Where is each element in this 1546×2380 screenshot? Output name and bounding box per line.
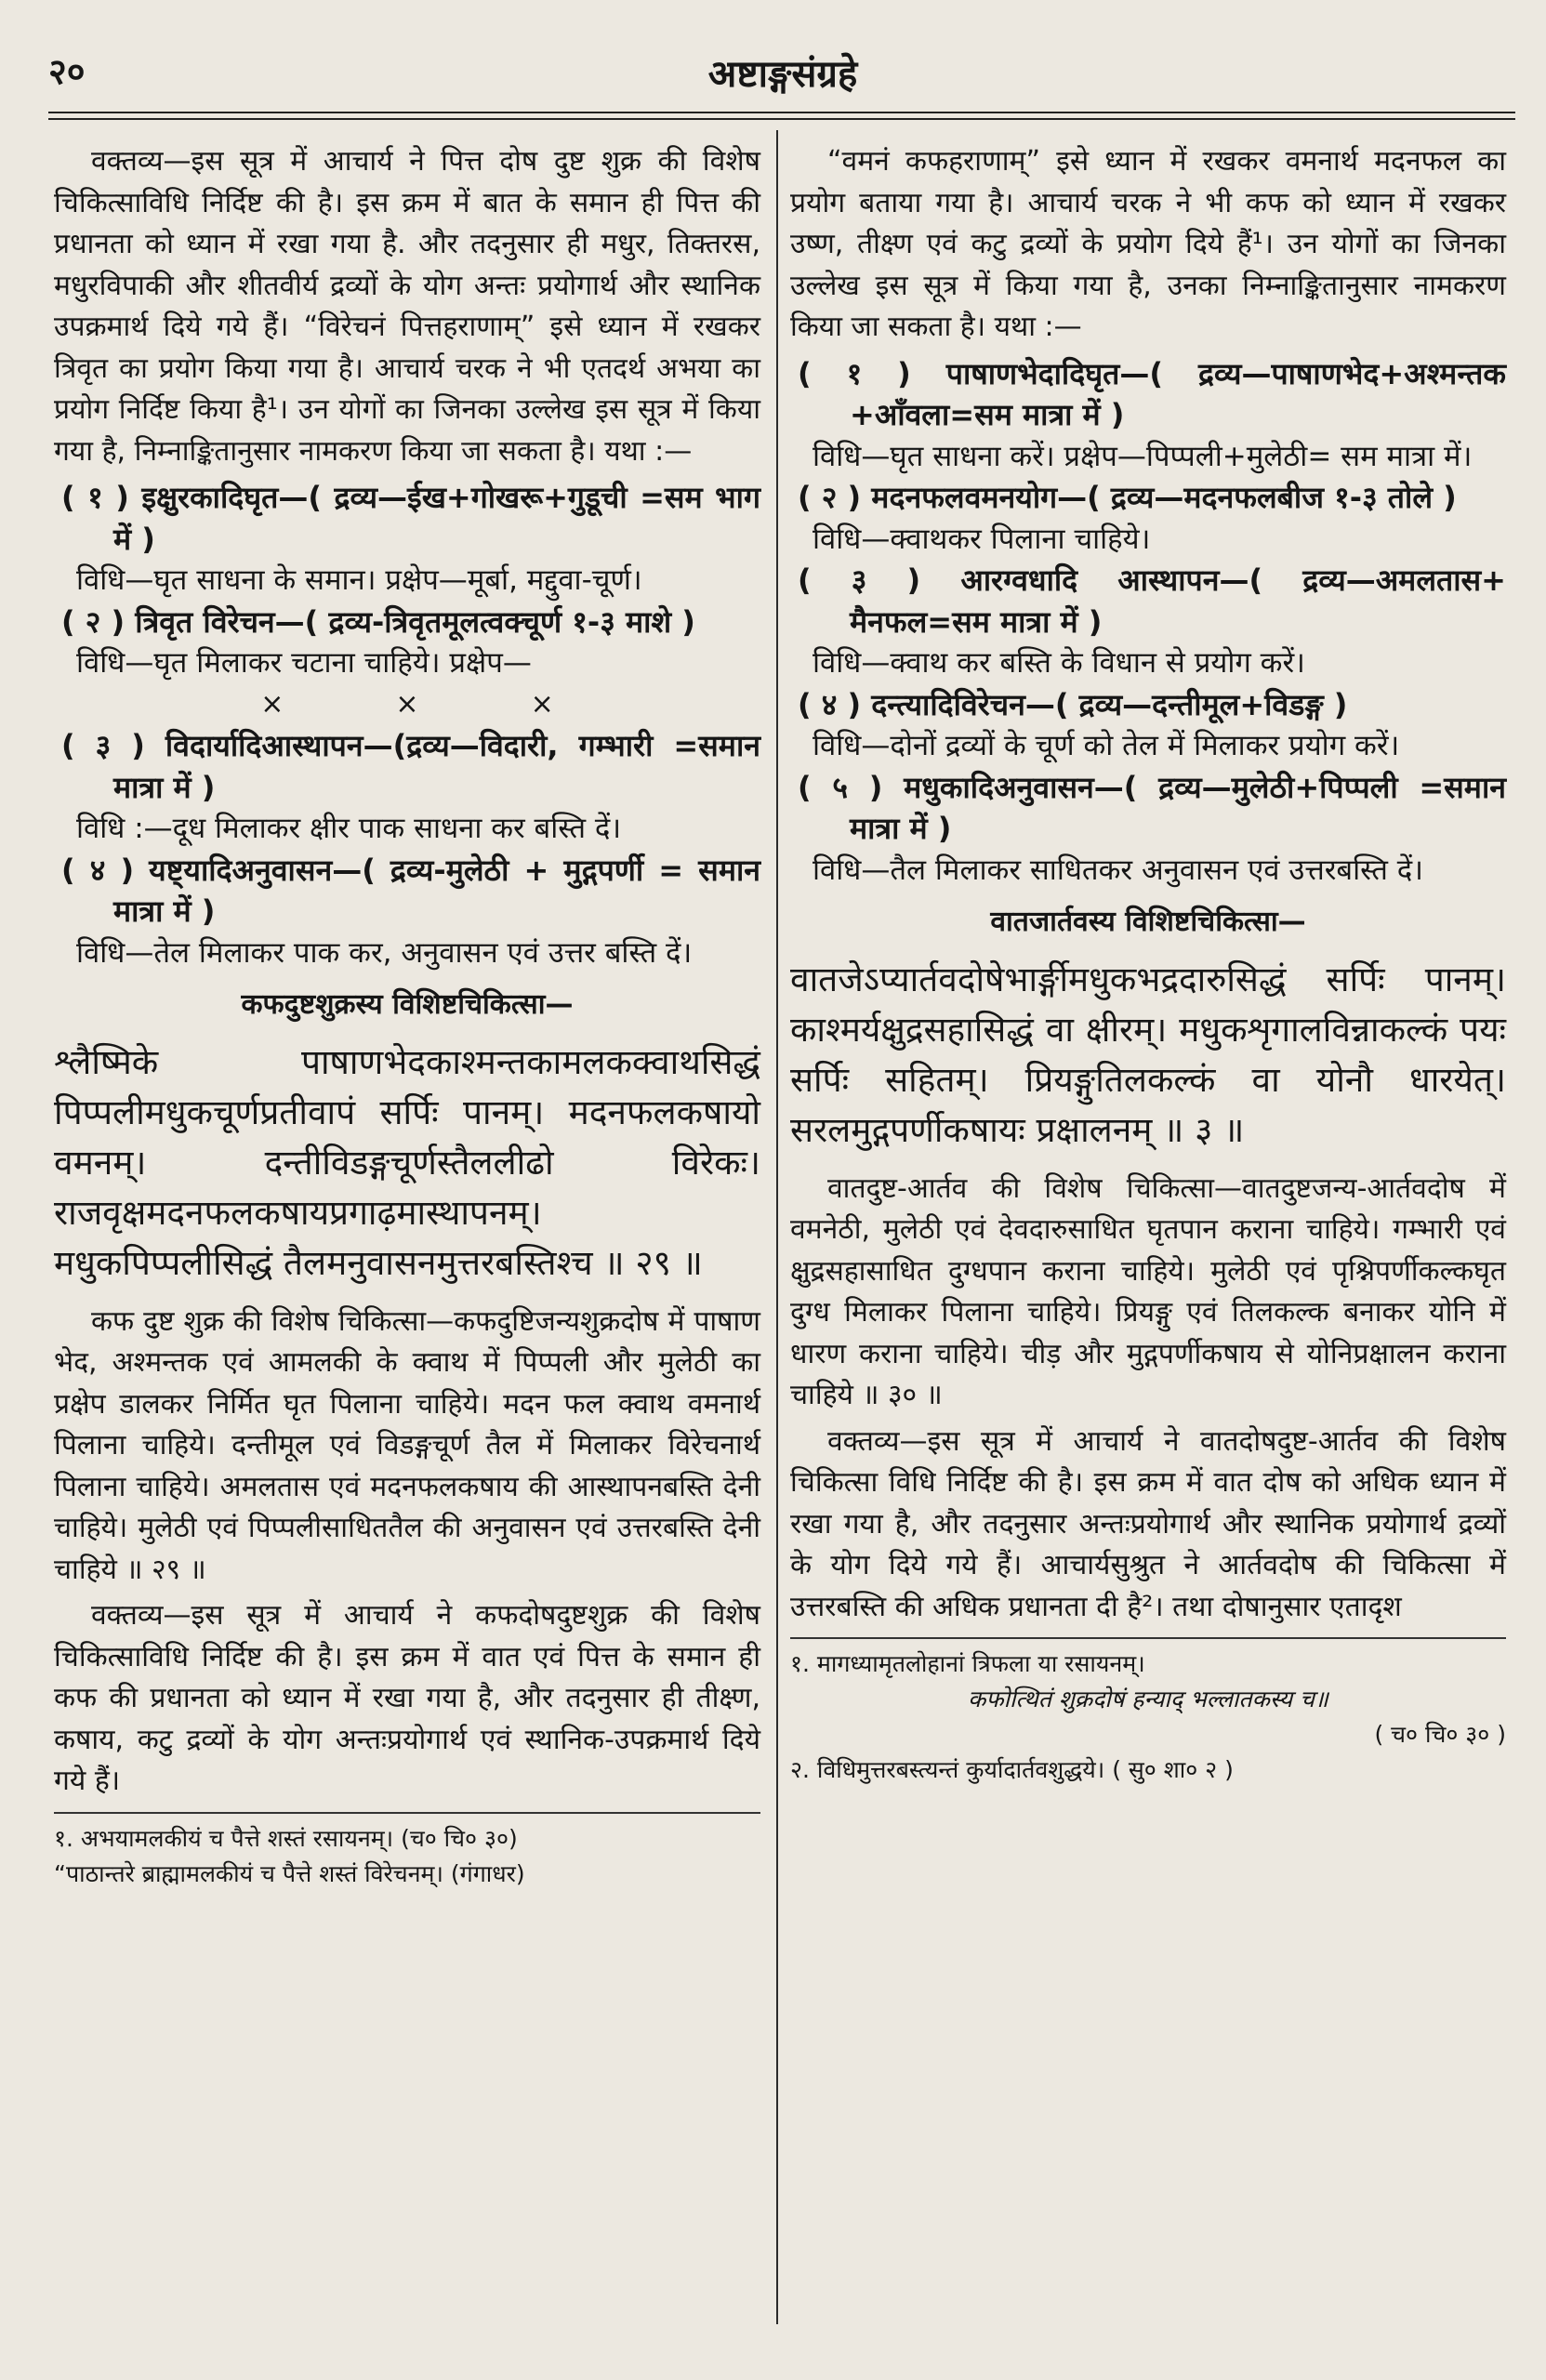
footnote-verse: कफोत्थितं शुक्रदोषं हन्याद् भल्लातकस्य च॥	[968, 1686, 1328, 1712]
formula-item: ( ३ ) आरग्वधादि आस्थापन—( द्रव्य—अमलतास+ मैनफल=सम मात्रा में )	[798, 562, 1506, 640]
section-heading: कफदुष्टशुक्रस्य विशिष्टचिकित्सा—	[241, 988, 574, 1021]
footnote-rule	[54, 1812, 760, 1814]
page-header	[48, 33, 1517, 108]
method-note: विधि :—दूध मिलाकर क्षीर पाक साधना कर बस्ति दें।	[76, 812, 622, 845]
formula-item: ( १ ) इक्षुरकादिघृत—( द्रव्य—ईख+गोखरू+गुडूची =सम भाग में )	[61, 480, 760, 557]
formula-item: ( ४ ) यष्ट्यादिअनुवासन—( द्रव्य-मुलेठी + मुद्गपर्णी = समान मात्रा में )	[61, 852, 760, 929]
footnote: १. अभयामलकीयं च पैत्ते शस्तं रसायनम्। (च० चि० ३०)	[54, 1824, 518, 1852]
footnote: “पाठान्तरे ब्राह्मामलकीयं च पैत्ते शस्तं विरेचनम्। (गंगाधर)	[54, 1859, 525, 1887]
method-note: विधि—क्वाथकर पिलाना चाहिये।	[813, 522, 1151, 556]
method-note: विधि—घृत मिलाकर चटाना चाहिये। प्रक्षेप—	[76, 646, 532, 680]
formula-item: ( ३ ) विदार्यादिआस्थापन—(द्रव्य—विदारी, गम्भारी =समान मात्रा में )	[61, 728, 760, 805]
commentary-paragraph: वक्तव्य—इस सूत्र में आचार्य ने कफदोषदुष्टशुक्र की विशेष चिकित्साविधि निर्दिष्ट की है। इस क्रम में वात एवं पित्त के समान ही कफ की प्रधानता को ध्यान में रखा गया है, और तदनुसार ही तीक्ष्ण, कषाय, कटु द्रव्यों के योग अन्तःप्रयोगार्थ एवं स्थानिक-उपक्रमार्थ दिये गये हैं।	[54, 1599, 760, 1797]
translation-paragraph: वातदुष्ट-आर्तव की विशेष चिकित्सा—वातदुष्टजन्य-आर्तवदोष में वमनेठी, मुलेठी एवं देवदारुसाधित घृतपान कराना चाहिये। गम्भारी एवं क्षुद्रसहासाधित दुग्धपान कराना चाहिये। मुलेठी एवं पृश्निपर्णीकल्कघृत दुग्ध मिलाकर पिलाना चाहिये। प्रियङ्गु एवं तिलकल्क बनाकर योनि में धारण कराना चाहिये। चीड़ और मुद्गपर्णीकषाय से योनिप्रक्षालन कराना चाहिये ॥ ३० ॥	[790, 1171, 1506, 1411]
method-note: विधि—घृत साधना के समान। प्रक्षेप—मूर्बा, मद्दुवा-चूर्ण।	[76, 563, 642, 597]
section-heading: वातजार्तवस्य विशिष्टचिकित्सा—	[990, 906, 1306, 938]
commentary-paragraph: वक्तव्य—इस सूत्र में आचार्य ने वातदोषदुष्ट-आर्तव की विशेष चिकित्सा विधि निर्दिष्ट की है। इस क्रम में वात दोष को अधिक ध्यान में रखा गया है, और तदनुसार अन्तःप्रयोगार्थ और स्थानिक प्रयोगार्थ द्रव्यों के योग दिये गये हैं। आचार्यसुश्रुत ने आर्तवदोष की चिकित्सा में उत्तरबस्ति की अधिक प्रधानता दी है²। तथा दोषानुसार एतादृश	[790, 1424, 1506, 1623]
footnote: १. मागध्यामृतलोहानां त्रिफला या रसायनम्।	[790, 1650, 1145, 1677]
column-divider	[776, 130, 778, 2324]
footnote-rule	[790, 1637, 1506, 1639]
method-note: विधि—तेल मिलाकर पाक कर, अनुवासन एवं उत्तर बस्ति दें।	[76, 935, 693, 970]
page-title: अष्टाङ्गसंग्रहे	[707, 53, 858, 96]
formula-item: ( ५ ) मधुकादिअनुवासन—( द्रव्य—मुलेठी+पिप्पली =समान मात्रा में )	[798, 769, 1506, 846]
formula-item: ( १ ) पाषाणभेदादिघृत—( द्रव्य—पाषाणभेद+अश्मन्तक +आँवला=सम मात्रा में )	[798, 355, 1506, 432]
commentary-paragraph: “वमनं कफहराणाम्” इसे ध्यान में रखकर वमनार्थ मदनफल का प्रयोग बताया गया है। आचार्य चरक ने भी कफ को ध्यान में रखकर उष्ण, तीक्ष्ण एवं कटु द्रव्यों के प्रयोग दिये हैं¹। उन योगों का जिनका उल्लेख इस सूत्र में किया गया है, उनका निम्नाङ्कितानुसार नामकरण किया जा सकता है। यथा :—	[790, 145, 1506, 343]
commentary-paragraph: वक्तव्य—इस सूत्र में आचार्य ने पित्त दोष दुष्ट शुक्र की विशेष चिकित्साविधि निर्दिष्ट की है। इस क्रम में बात के समान ही पित्त की प्रधानता को ध्यान में रखा गया है. और तदनुसार ही मधुर, तिक्तरस, मधुरविपाकी और शीतवीर्य द्रव्यों के योग अन्तः प्रयोगार्थ और स्थानिक उपक्रमार्थ दिये गये हैं। “विरेचनं पित्तहराणाम्” इसे ध्यान में रखकर त्रिवृत का प्रयोग किया गया है। आचार्य चरक ने भी एतदर्थ अभया का प्रयोग निर्दिष्ट किया है¹। उन योगों का जिनका उल्लेख इस सूत्र में किया गया है, निम्नाङ्कितानुसार नामकरण किया जा सकता है। यथा :—	[54, 145, 760, 468]
footnote-reference: ( च० चि० ३० )	[1374, 1721, 1506, 1748]
omission-marks	[54, 684, 760, 726]
formula-item: ( ४ ) दन्त्यादिविरेचन—( द्रव्य—दन्तीमूल+विडङ्ग )	[798, 686, 1348, 722]
sanskrit-verse: श्लैष्मिके पाषाणभेदकाश्मन्तकामलकक्वाथसिद्धं पिप्पलीमधुकचूर्णप्रतीवापं सर्पिः पानम्। मदनफलकषायो वमनम्। दन्तीविडङ्गचूर्णस्तैललीढो विरेकः। राजवृक्षमदनफलकषायप्रगाढ़मास्थापनम्। मधुकपिप्पलीसिद्धं तैलमनुवासनमुत्तरबस्तिश्च ॥ २९ ॥	[54, 1041, 760, 1283]
method-note: विधि—घृत साधना करें। प्रक्षेप—पिप्पली+मुलेठी= सम मात्रा में।	[813, 439, 1473, 473]
page-number: २०	[48, 51, 86, 92]
footnote: २. विधिमुत्तरबस्त्यन्तं कुर्यादार्तवशुद्धये। ( सु० शा० २ )	[790, 1756, 1234, 1783]
method-note: विधि—क्वाथ कर बस्ति के विधान से प्रयोग करें।	[813, 646, 1305, 680]
omission-mark: ×	[395, 687, 419, 721]
right-column	[790, 141, 1506, 1788]
sanskrit-verse: वातजेऽप्यार्तवदोषेभार्ङ्गीमधुकभद्रदारुसिद्धं सर्पिः पानम्। काश्मर्यक्षुद्रसहासिद्धं वा क्षीरम्। मधुकशृगालविन्नाकल्कं पयः सर्पिः सहितम्। प्रियङ्गुतिलकल्कं वा योनौ धारयेत्। सरलमुद्गपर्णीकषायः प्रक्षालनम् ॥ ३ ॥	[790, 959, 1506, 1150]
omission-mark: ×	[260, 687, 284, 721]
header-rule	[48, 112, 1515, 120]
omission-mark: ×	[530, 687, 554, 721]
method-note: विधि—दोनों द्रव्यों के चूर्ण को तेल में मिलाकर प्रयोग करें।	[813, 729, 1400, 762]
left-column	[54, 141, 760, 1892]
formula-item: ( २ ) त्रिवृत विरेचन—( द्रव्य-त्रिवृतमूलत्वक्चूर्ण १-३ माशे )	[61, 603, 695, 640]
formula-item: ( २ ) मदनफलवमनयोग—( द्रव्य—मदनफलबीज १-३ तोले )	[798, 480, 1457, 515]
translation-paragraph: कफ दुष्ट शुक्र की विशेष चिकित्सा—कफदुष्टिजन्यशुक्रदोष में पाषाण भेद, अश्मन्तक एवं आमलकी के क्वाथ में पिप्पली और मुलेठी का प्रक्षेप डालकर निर्मित घृत पिलाना चाहिये। मदन फल क्वाथ वमनार्थ पिलाना चाहिये। दन्तीमूल एवं विडङ्गचूर्ण तैल में मिलाकर विरेचनार्थ पिलाना चाहिये। अमलतास एवं मदनफलकषाय की आस्थापनबस्ति देनी चाहिये। मुलेठी एवं पिप्पलीसाधिततैल की अनुवासन एवं उत्तरबस्ति देनी चाहिये ॥ २९ ॥	[54, 1304, 760, 1586]
method-note: विधि—तैल मिलाकर साधितकर अनुवासन एवं उत्तरबस्ति दें।	[813, 853, 1423, 887]
